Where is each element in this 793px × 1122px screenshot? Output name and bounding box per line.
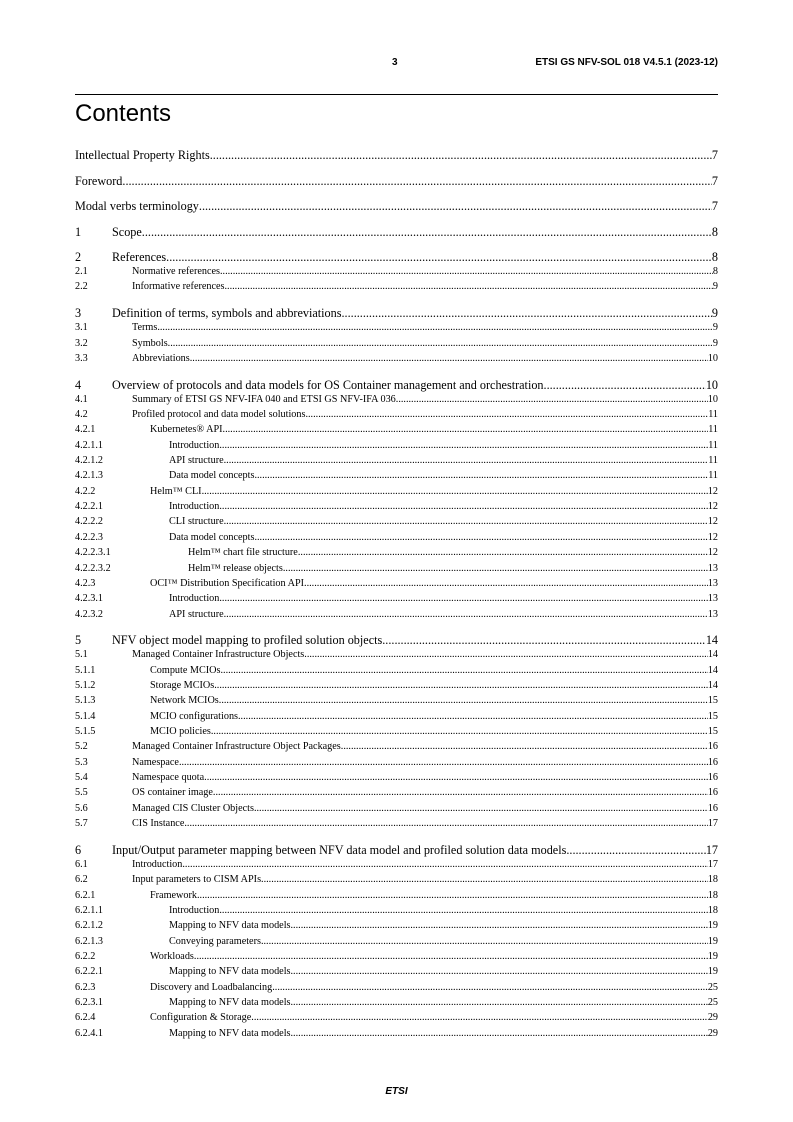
toc-leader-dots xyxy=(214,680,708,691)
toc-entry[interactable] xyxy=(75,593,718,608)
toc-entry-page: 19 xyxy=(707,951,718,963)
toc-entry-number: 3.3 xyxy=(75,352,88,364)
toc-entry-title: Introduction xyxy=(132,859,183,870)
toc-entry-page: 8 xyxy=(711,250,718,264)
toc-entry-page: 12 xyxy=(707,501,718,513)
header-rule xyxy=(75,94,718,95)
toc-leader-dots xyxy=(220,665,707,676)
toc-entry[interactable] xyxy=(75,424,718,439)
toc-entry[interactable] xyxy=(75,757,718,772)
toc-entry[interactable] xyxy=(75,470,718,485)
toc-leader-dots xyxy=(341,741,708,752)
toc-entry-title: Configuration & Storage xyxy=(150,1012,252,1024)
toc-entry-number: 3.2 xyxy=(75,337,88,349)
toc-entry[interactable] xyxy=(75,394,718,409)
toc-entry-page: 13 xyxy=(707,593,718,605)
toc-entry-page: 12 xyxy=(707,516,718,528)
toc-entry-number: 5.1.1 xyxy=(75,664,96,676)
toc-entry[interactable] xyxy=(75,378,718,394)
toc-entry-number: 4 xyxy=(75,377,82,392)
toc-entry-page: 19 xyxy=(707,920,718,932)
toc-entry[interactable] xyxy=(75,563,718,578)
toc-entry[interactable] xyxy=(75,609,718,624)
toc-entry-number: 6.2.1.1 xyxy=(75,905,104,917)
toc-entry[interactable] xyxy=(75,966,718,981)
toc-entry[interactable] xyxy=(75,455,718,470)
toc-entry[interactable] xyxy=(75,982,718,997)
toc-leader-dots xyxy=(211,726,708,737)
toc-entry-number: 5.1.4 xyxy=(75,710,96,722)
toc-entry-page: 12 xyxy=(707,485,718,497)
toc-entry-number: 4.2.2.3.1 xyxy=(75,547,111,559)
toc-entry[interactable] xyxy=(75,409,718,424)
toc-entry[interactable] xyxy=(75,306,718,322)
toc-entry-title: Data model concepts xyxy=(169,470,255,482)
toc-entry-title: CLI structure xyxy=(169,516,224,528)
toc-entry-number: 6.2.1 xyxy=(75,889,96,901)
toc-entry-number: 6.2.2 xyxy=(75,951,96,963)
toc-entry-title: MCIO policies xyxy=(150,726,211,738)
toc-leader-dots xyxy=(396,394,708,405)
toc-entry-title: NFV object model mapping to profiled solution objects xyxy=(112,633,383,648)
table-of-contents xyxy=(75,148,718,1043)
toc-entry[interactable] xyxy=(75,353,718,368)
toc-entry-page: 7 xyxy=(711,199,718,213)
toc-entry-title: Summary of ETSI GS NFV-IFA 040 and ETSI GS NFV-IFA 036 xyxy=(132,393,396,405)
toc-entry[interactable] xyxy=(75,874,718,889)
toc-entry-page: 15 xyxy=(707,695,718,707)
toc-entry[interactable] xyxy=(75,148,718,164)
toc-entry-page: 13 xyxy=(707,562,718,574)
toc-leader-dots xyxy=(184,818,707,829)
toc-entry[interactable] xyxy=(75,997,718,1012)
toc-entry-title: Workloads xyxy=(150,951,194,963)
toc-entry-page: 9 xyxy=(712,322,718,334)
header-page-number: 3 xyxy=(392,57,398,68)
toc-entry-page: 25 xyxy=(707,997,718,1009)
toc-entry[interactable] xyxy=(75,920,718,935)
page-title: Contents xyxy=(75,100,172,127)
toc-entry-page: 17 xyxy=(707,859,718,870)
toc-entry-title: Namespace quota xyxy=(132,772,205,784)
toc-entry-title: OCI™ Distribution Specification API xyxy=(150,577,305,589)
toc-leader-dots xyxy=(261,936,708,947)
toc-entry-page: 12 xyxy=(707,547,718,559)
toc-entry-title: Mapping to NFV data models xyxy=(169,997,291,1009)
toc-entry[interactable] xyxy=(75,338,718,353)
toc-entry-page: 29 xyxy=(707,1012,718,1024)
toc-entry-title: Conveying parameters xyxy=(169,935,261,947)
toc-entry-number: 6.2.4.1 xyxy=(75,1027,104,1039)
toc-entry-number: 3.1 xyxy=(75,322,88,334)
toc-entry-page: 15 xyxy=(707,710,718,722)
toc-entry-page: 19 xyxy=(707,935,718,947)
toc-entry-title: Kubernetes® API xyxy=(150,424,223,436)
toc-entry[interactable] xyxy=(75,741,718,756)
toc-entry-page: 17 xyxy=(707,818,718,830)
toc-entry-page: 29 xyxy=(707,1027,718,1039)
toc-entry-number: 6.2.3 xyxy=(75,981,96,993)
toc-leader-dots xyxy=(213,787,708,798)
toc-entry-page: 10 xyxy=(707,352,718,364)
toc-leader-dots xyxy=(190,353,708,364)
toc-entry-page: 10 xyxy=(707,393,718,405)
toc-entry-number: 5.3 xyxy=(75,756,88,768)
toc-entry[interactable] xyxy=(75,547,718,562)
toc-entry-title: Input parameters to CISM APIs xyxy=(132,874,262,886)
toc-entry-number: 4.2.1.2 xyxy=(75,455,104,467)
toc-leader-dots xyxy=(342,306,712,321)
toc-entry[interactable] xyxy=(75,890,718,905)
toc-entry[interactable] xyxy=(75,726,718,741)
toc-entry-title: Foreword xyxy=(75,173,123,188)
toc-entry[interactable] xyxy=(75,578,718,593)
toc-entry-title: MCIO configurations xyxy=(150,710,238,722)
toc-entry[interactable] xyxy=(75,772,718,787)
toc-entry-title: Informative references xyxy=(132,281,225,293)
toc-leader-dots xyxy=(544,378,706,393)
toc-entry[interactable] xyxy=(75,803,718,818)
toc-leader-dots xyxy=(219,440,708,451)
toc-entry-title: Definition of terms, symbols and abbreviations xyxy=(112,306,342,321)
toc-entry-title: Managed Container Infrastructure Objects xyxy=(132,649,305,661)
toc-entry[interactable] xyxy=(75,665,718,680)
toc-entry-title: Terms xyxy=(132,322,158,334)
toc-entry-page: 18 xyxy=(707,874,718,886)
toc-entry-page: 8 xyxy=(712,266,718,277)
toc-entry-title: Discovery and Loadbalancing xyxy=(150,981,273,993)
toc-entry-title: Introduction xyxy=(169,905,220,917)
toc-entry[interactable] xyxy=(75,680,718,695)
toc-entry-title: Framework xyxy=(150,889,197,901)
toc-entry[interactable] xyxy=(75,199,718,215)
toc-leader-dots xyxy=(304,649,708,660)
toc-entry-page: 14 xyxy=(707,680,718,692)
toc-leader-dots xyxy=(142,225,712,240)
toc-entry-page: 11 xyxy=(708,455,718,467)
toc-entry-title: API structure xyxy=(169,455,224,467)
toc-leader-dots xyxy=(223,424,709,435)
toc-entry[interactable] xyxy=(75,936,718,951)
toc-entry-number: 1 xyxy=(75,224,82,239)
toc-entry-title: API structure xyxy=(169,608,224,620)
toc-entry-page: 12 xyxy=(707,531,718,543)
toc-entry-title: OS container image xyxy=(132,787,213,799)
toc-entry-number: 4.2.1.1 xyxy=(75,439,104,451)
toc-entry[interactable] xyxy=(75,516,718,531)
toc-leader-dots xyxy=(254,532,707,543)
toc-entry[interactable] xyxy=(75,787,718,802)
toc-entry-page: 10 xyxy=(705,377,718,392)
toc-entry[interactable] xyxy=(75,649,718,664)
toc-entry-title: Abbreviations xyxy=(132,352,190,364)
toc-entry-number: 5.7 xyxy=(75,818,88,830)
toc-entry-title: Intellectual Property Rights xyxy=(75,148,210,162)
toc-entry-page: 8 xyxy=(711,224,718,239)
toc-entry-title: Modal verbs terminology xyxy=(75,199,199,213)
toc-entry-page: 9 xyxy=(711,306,718,321)
toc-entry-title: References xyxy=(112,250,167,264)
toc-entry[interactable] xyxy=(75,905,718,920)
toc-entry-page: 16 xyxy=(707,756,718,768)
toc-leader-dots xyxy=(219,501,707,512)
toc-entry-title: Storage MCIOs xyxy=(150,680,215,692)
toc-entry[interactable] xyxy=(75,695,718,710)
toc-leader-dots xyxy=(210,148,712,163)
toc-entry-title: Helm™ release objects xyxy=(188,562,283,574)
toc-entry-number: 5.5 xyxy=(75,787,88,799)
toc-leader-dots xyxy=(168,338,713,349)
toc-entry-page: 7 xyxy=(711,148,718,162)
toc-entry-number: 6 xyxy=(75,843,82,857)
toc-entry-title: Scope xyxy=(112,224,142,239)
toc-entry-page: 7 xyxy=(711,173,718,188)
toc-leader-dots xyxy=(291,1028,708,1039)
toc-entry-title: Normative references xyxy=(132,266,220,277)
toc-entry-page: 13 xyxy=(707,577,718,589)
toc-entry-page: 18 xyxy=(707,889,718,901)
toc-entry-title: Introduction xyxy=(169,501,220,513)
toc-entry[interactable] xyxy=(75,322,718,337)
toc-leader-dots xyxy=(224,516,708,527)
toc-entry-title: Profiled protocol and data model solutions xyxy=(132,409,306,421)
toc-entry[interactable] xyxy=(75,818,718,833)
toc-leader-dots xyxy=(199,199,712,214)
toc-entry-title: Mapping to NFV data models xyxy=(169,1027,291,1039)
toc-entry-page: 15 xyxy=(707,726,718,738)
toc-entry-number: 5.1.2 xyxy=(75,680,96,692)
toc-entry-number: 4.2.2.1 xyxy=(75,501,104,513)
toc-entry[interactable] xyxy=(75,1028,718,1043)
toc-leader-dots xyxy=(382,633,706,648)
toc-entry-page: 11 xyxy=(708,409,718,421)
toc-entry-title: CIS Instance xyxy=(132,818,185,830)
toc-entry-page: 16 xyxy=(707,741,718,753)
toc-entry-title: Introduction xyxy=(169,439,220,451)
toc-entry-title: Helm™ CLI xyxy=(150,485,202,497)
toc-entry-page: 14 xyxy=(707,649,718,661)
toc-entry-number: 6.2.2.1 xyxy=(75,966,104,978)
toc-entry-number: 4.2.3.1 xyxy=(75,593,104,605)
toc-entry-title: Data model concepts xyxy=(169,531,255,543)
toc-leader-dots xyxy=(219,593,707,604)
toc-entry-number: 4.2.2 xyxy=(75,485,96,497)
toc-leader-dots xyxy=(254,803,708,814)
toc-leader-dots xyxy=(194,951,708,962)
toc-entry-page: 13 xyxy=(707,608,718,620)
toc-leader-dots xyxy=(251,1012,708,1023)
toc-entry-title: Compute MCIOs xyxy=(150,664,221,676)
toc-entry-number: 6.1 xyxy=(75,859,88,870)
toc-leader-dots xyxy=(298,547,708,558)
toc-entry[interactable] xyxy=(75,174,718,190)
toc-entry-number: 5.1.5 xyxy=(75,726,96,738)
toc-entry[interactable] xyxy=(75,486,718,501)
toc-entry[interactable] xyxy=(75,1012,718,1027)
toc-leader-dots xyxy=(220,266,713,277)
toc-leader-dots xyxy=(219,695,708,706)
toc-entry-number: 4.2.3 xyxy=(75,577,96,589)
toc-leader-dots xyxy=(305,409,708,420)
toc-leader-dots xyxy=(202,486,708,497)
toc-entry[interactable] xyxy=(75,633,718,649)
toc-entry-page: 16 xyxy=(707,787,718,799)
toc-entry-page: 14 xyxy=(705,633,718,648)
toc-entry-title: Helm™ chart file structure xyxy=(188,547,298,559)
toc-leader-dots xyxy=(182,859,707,870)
toc-entry-number: 4.2.3.2 xyxy=(75,608,104,620)
toc-entry-number: 2 xyxy=(75,250,82,264)
toc-entry-page: 25 xyxy=(707,981,718,993)
toc-leader-dots xyxy=(197,890,708,901)
toc-entry[interactable] xyxy=(75,266,718,281)
toc-entry[interactable] xyxy=(75,843,718,859)
toc-leader-dots xyxy=(224,609,708,620)
toc-leader-dots xyxy=(166,250,712,265)
toc-entry-page: 19 xyxy=(707,966,718,978)
toc-entry[interactable] xyxy=(75,859,718,874)
toc-entry[interactable] xyxy=(75,440,718,455)
toc-entry-number: 5.6 xyxy=(75,802,88,814)
toc-entry-page: 18 xyxy=(707,905,718,917)
toc-entry[interactable] xyxy=(75,532,718,547)
toc-entry-number: 5.1 xyxy=(75,649,88,661)
toc-leader-dots xyxy=(254,470,708,481)
toc-entry-page: 16 xyxy=(707,772,718,784)
toc-entry-title: Mapping to NFV data models xyxy=(169,966,291,978)
toc-leader-dots xyxy=(219,905,707,916)
toc-entry-title: Network MCIOs xyxy=(150,695,219,707)
toc-entry-number: 5.4 xyxy=(75,772,88,784)
toc-entry-number: 6.2.1.2 xyxy=(75,920,104,932)
toc-entry-page: 11 xyxy=(708,424,718,436)
toc-entry-title: Symbols xyxy=(132,337,168,349)
toc-leader-dots xyxy=(157,322,713,333)
toc-entry-number: 6.2.3.1 xyxy=(75,997,104,1009)
toc-leader-dots xyxy=(291,997,708,1008)
toc-entry-number: 4.2.2.3 xyxy=(75,531,104,543)
toc-entry-page: 11 xyxy=(708,470,718,482)
toc-entry-title: Managed CIS Cluster Objects xyxy=(132,802,254,814)
toc-leader-dots xyxy=(272,982,708,993)
toc-leader-dots xyxy=(566,843,705,858)
toc-entry-number: 4.1 xyxy=(75,393,88,405)
toc-entry-number: 2.1 xyxy=(75,266,88,277)
toc-entry-number: 5 xyxy=(75,633,82,648)
toc-entry-title: Overview of protocols and data models for OS Container management and orchestration xyxy=(112,377,544,392)
toc-entry-title: Managed Container Infrastructure Object Packages xyxy=(132,741,341,753)
toc-entry[interactable] xyxy=(75,501,718,516)
toc-leader-dots xyxy=(304,578,708,589)
toc-entry-page: 14 xyxy=(707,664,718,676)
toc-leader-dots xyxy=(238,711,708,722)
toc-leader-dots xyxy=(291,966,708,977)
toc-leader-dots xyxy=(261,874,708,885)
toc-entry-title: Namespace xyxy=(132,756,179,768)
toc-leader-dots xyxy=(122,174,712,189)
toc-entry-page: 9 xyxy=(712,337,718,349)
toc-entry-number: 4.2.2.2 xyxy=(75,516,104,528)
toc-entry-page: 9 xyxy=(712,281,718,293)
toc-entry-number: 2.2 xyxy=(75,281,88,293)
toc-leader-dots xyxy=(283,563,708,574)
toc-leader-dots xyxy=(224,455,709,466)
toc-entry[interactable] xyxy=(75,711,718,726)
toc-entry-title: Input/Output parameter mapping between NFV data model and profiled solution data models xyxy=(112,843,567,857)
toc-entry-number: 4.2.1 xyxy=(75,424,96,436)
toc-entry-number: 6.2.1.3 xyxy=(75,935,104,947)
toc-entry[interactable] xyxy=(75,225,718,241)
toc-entry-number: 6.2 xyxy=(75,874,88,886)
toc-entry-title: Mapping to NFV data models xyxy=(169,920,291,932)
toc-entry-number: 4.2.2.3.2 xyxy=(75,562,111,574)
toc-leader-dots xyxy=(224,281,712,292)
toc-entry-number: 4.2.1.3 xyxy=(75,470,104,482)
toc-leader-dots xyxy=(291,920,708,931)
toc-entry-page: 16 xyxy=(707,802,718,814)
toc-entry[interactable] xyxy=(75,250,718,266)
toc-entry-page: 17 xyxy=(705,843,718,857)
toc-entry-number: 5.1.3 xyxy=(75,695,96,707)
toc-entry-number: 5.2 xyxy=(75,741,88,753)
toc-entry[interactable] xyxy=(75,951,718,966)
toc-entry[interactable] xyxy=(75,281,718,296)
toc-entry-number: 6.2.4 xyxy=(75,1012,96,1024)
toc-entry-number: 4.2 xyxy=(75,409,88,421)
toc-entry-title: Introduction xyxy=(169,593,220,605)
toc-entry-page: 11 xyxy=(708,439,718,451)
toc-leader-dots xyxy=(179,757,708,768)
footer-etsi: ETSI xyxy=(385,1086,408,1097)
header-document-id: ETSI GS NFV-SOL 018 V4.5.1 (2023-12) xyxy=(535,57,718,68)
toc-entry-number: 3 xyxy=(75,306,82,321)
toc-leader-dots xyxy=(204,772,708,783)
